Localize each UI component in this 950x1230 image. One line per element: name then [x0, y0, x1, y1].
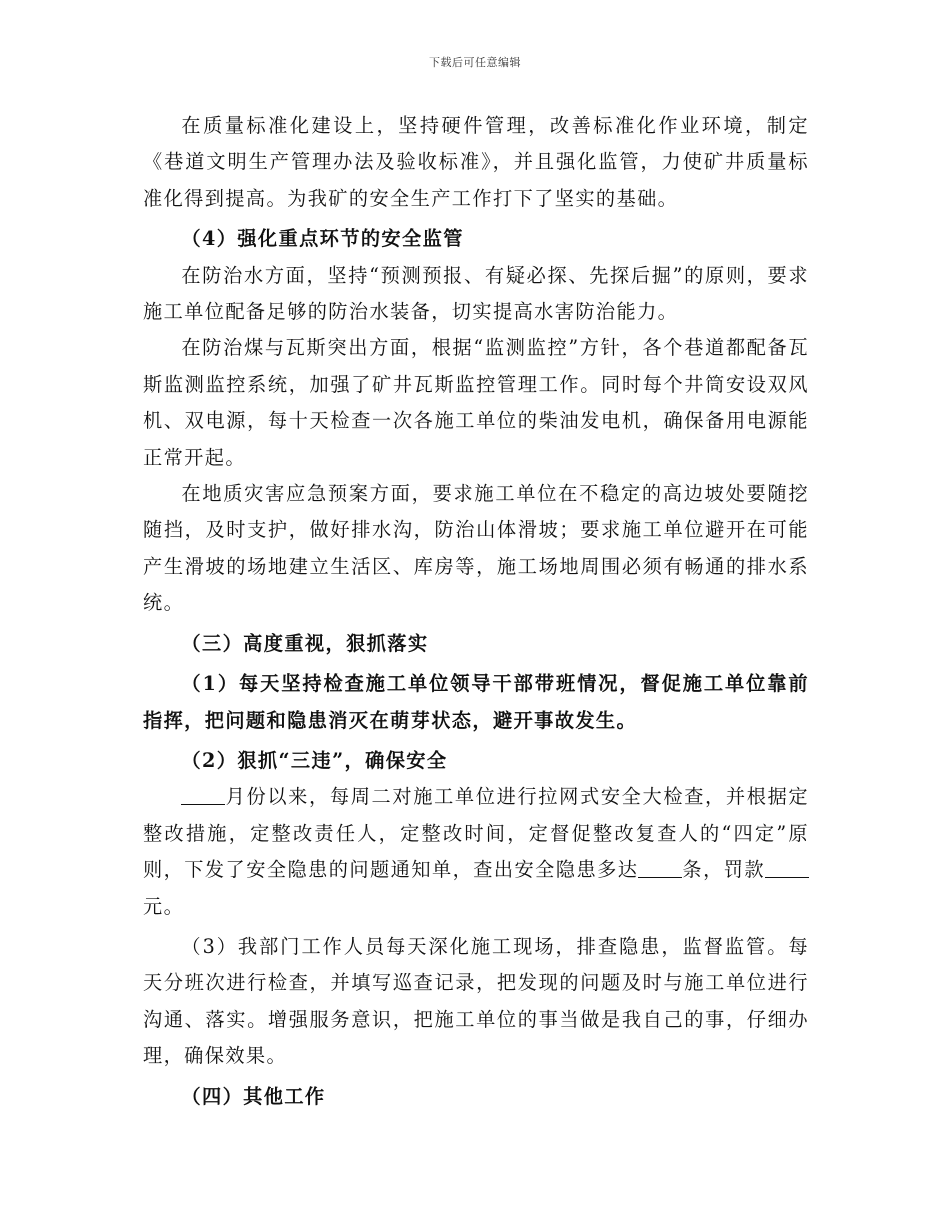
paragraph-gas-outburst-prevention: 在防治煤与瓦斯突出方面，根据“监测监控”方针，各个巷道都配备瓦斯监测监控系统，加强了矿井瓦斯监控管理工作。同时每个井筒安设双风机、双电源，每十天检查一次各施工单位的柴油发电机，确保备用电源能正常开起。 — [143, 336, 809, 469]
heading-key-links-supervision: （4）强化重点环节的安全监管 — [181, 227, 464, 251]
document-body — [143, 108, 809, 1115]
paragraph-weekly-inspection — [143, 779, 809, 925]
heading-three-violations: （2）狠抓“三违”，确保安全 — [181, 748, 448, 772]
paragraph-site-patrol: （3）我部门工作人员每天深化施工现场，排查隐患，监督监管。每天分班次进行检查，并填写巡查记录，把发现的问题及时与施工单位进行沟通、落实。增强服务意识，把施工单位的事当做是我自己的事，仔细办理，确保效果。 — [143, 934, 809, 1068]
paragraph-weekly-inspection-part3: 元。 — [143, 894, 185, 918]
blank-month — [181, 786, 225, 805]
heading-attach-importance: （三）高度重视，狠抓落实 — [181, 631, 429, 655]
paragraph-weekly-inspection-part1: 月份以来，每周二对施工单位进行拉网式安全大检查，并根据定整改措施，定整改责任人，定整改时间，定督促整改复查人的“四定”原则，下发了安全隐患的问题通知单，查出安全隐患多达 — [143, 785, 809, 882]
paragraph-quality-standardization: 在质量标准化建设上，坚持硬件管理，改善标准化作业环境，制定《巷道文明生产管理办法及验收标准》，并且强化监管，力使矿井质量标准化得到提高。为我矿的安全生产工作打下了坚实的基础。 — [143, 114, 809, 210]
blank-hazard-count — [638, 859, 682, 878]
heading-daily-inspection: （1）每天坚持检查施工单位领导干部带班情况，督促施工单位靠前指挥，把问题和隐患消灭在萌芽状态，避开事故发生。 — [143, 672, 809, 732]
page-header-note: 下载后可任意编辑 — [429, 56, 521, 69]
heading-other-work: （四）其他工作 — [181, 1084, 326, 1108]
paragraph-weekly-inspection-part2: 条，罚款 — [682, 858, 765, 882]
blank-fine-amount — [765, 859, 809, 878]
paragraph-water-prevention: 在防治水方面，坚持“预测预报、有疑必探、先探后掘”的原则，要求施工单位配备足够的防治水装备，切实提高水害防治能力。 — [143, 263, 809, 324]
paragraph-geological-disaster: 在地质灾害应急预案方面，要求施工单位在不稳定的高边坡处要随挖随挡，及时支护，做好排水沟，防治山体滑坡；要求施工单位避开在可能产生滑坡的场地建立生活区、库房等，施工场地周围必须有畅通的排水系统。 — [143, 482, 809, 615]
